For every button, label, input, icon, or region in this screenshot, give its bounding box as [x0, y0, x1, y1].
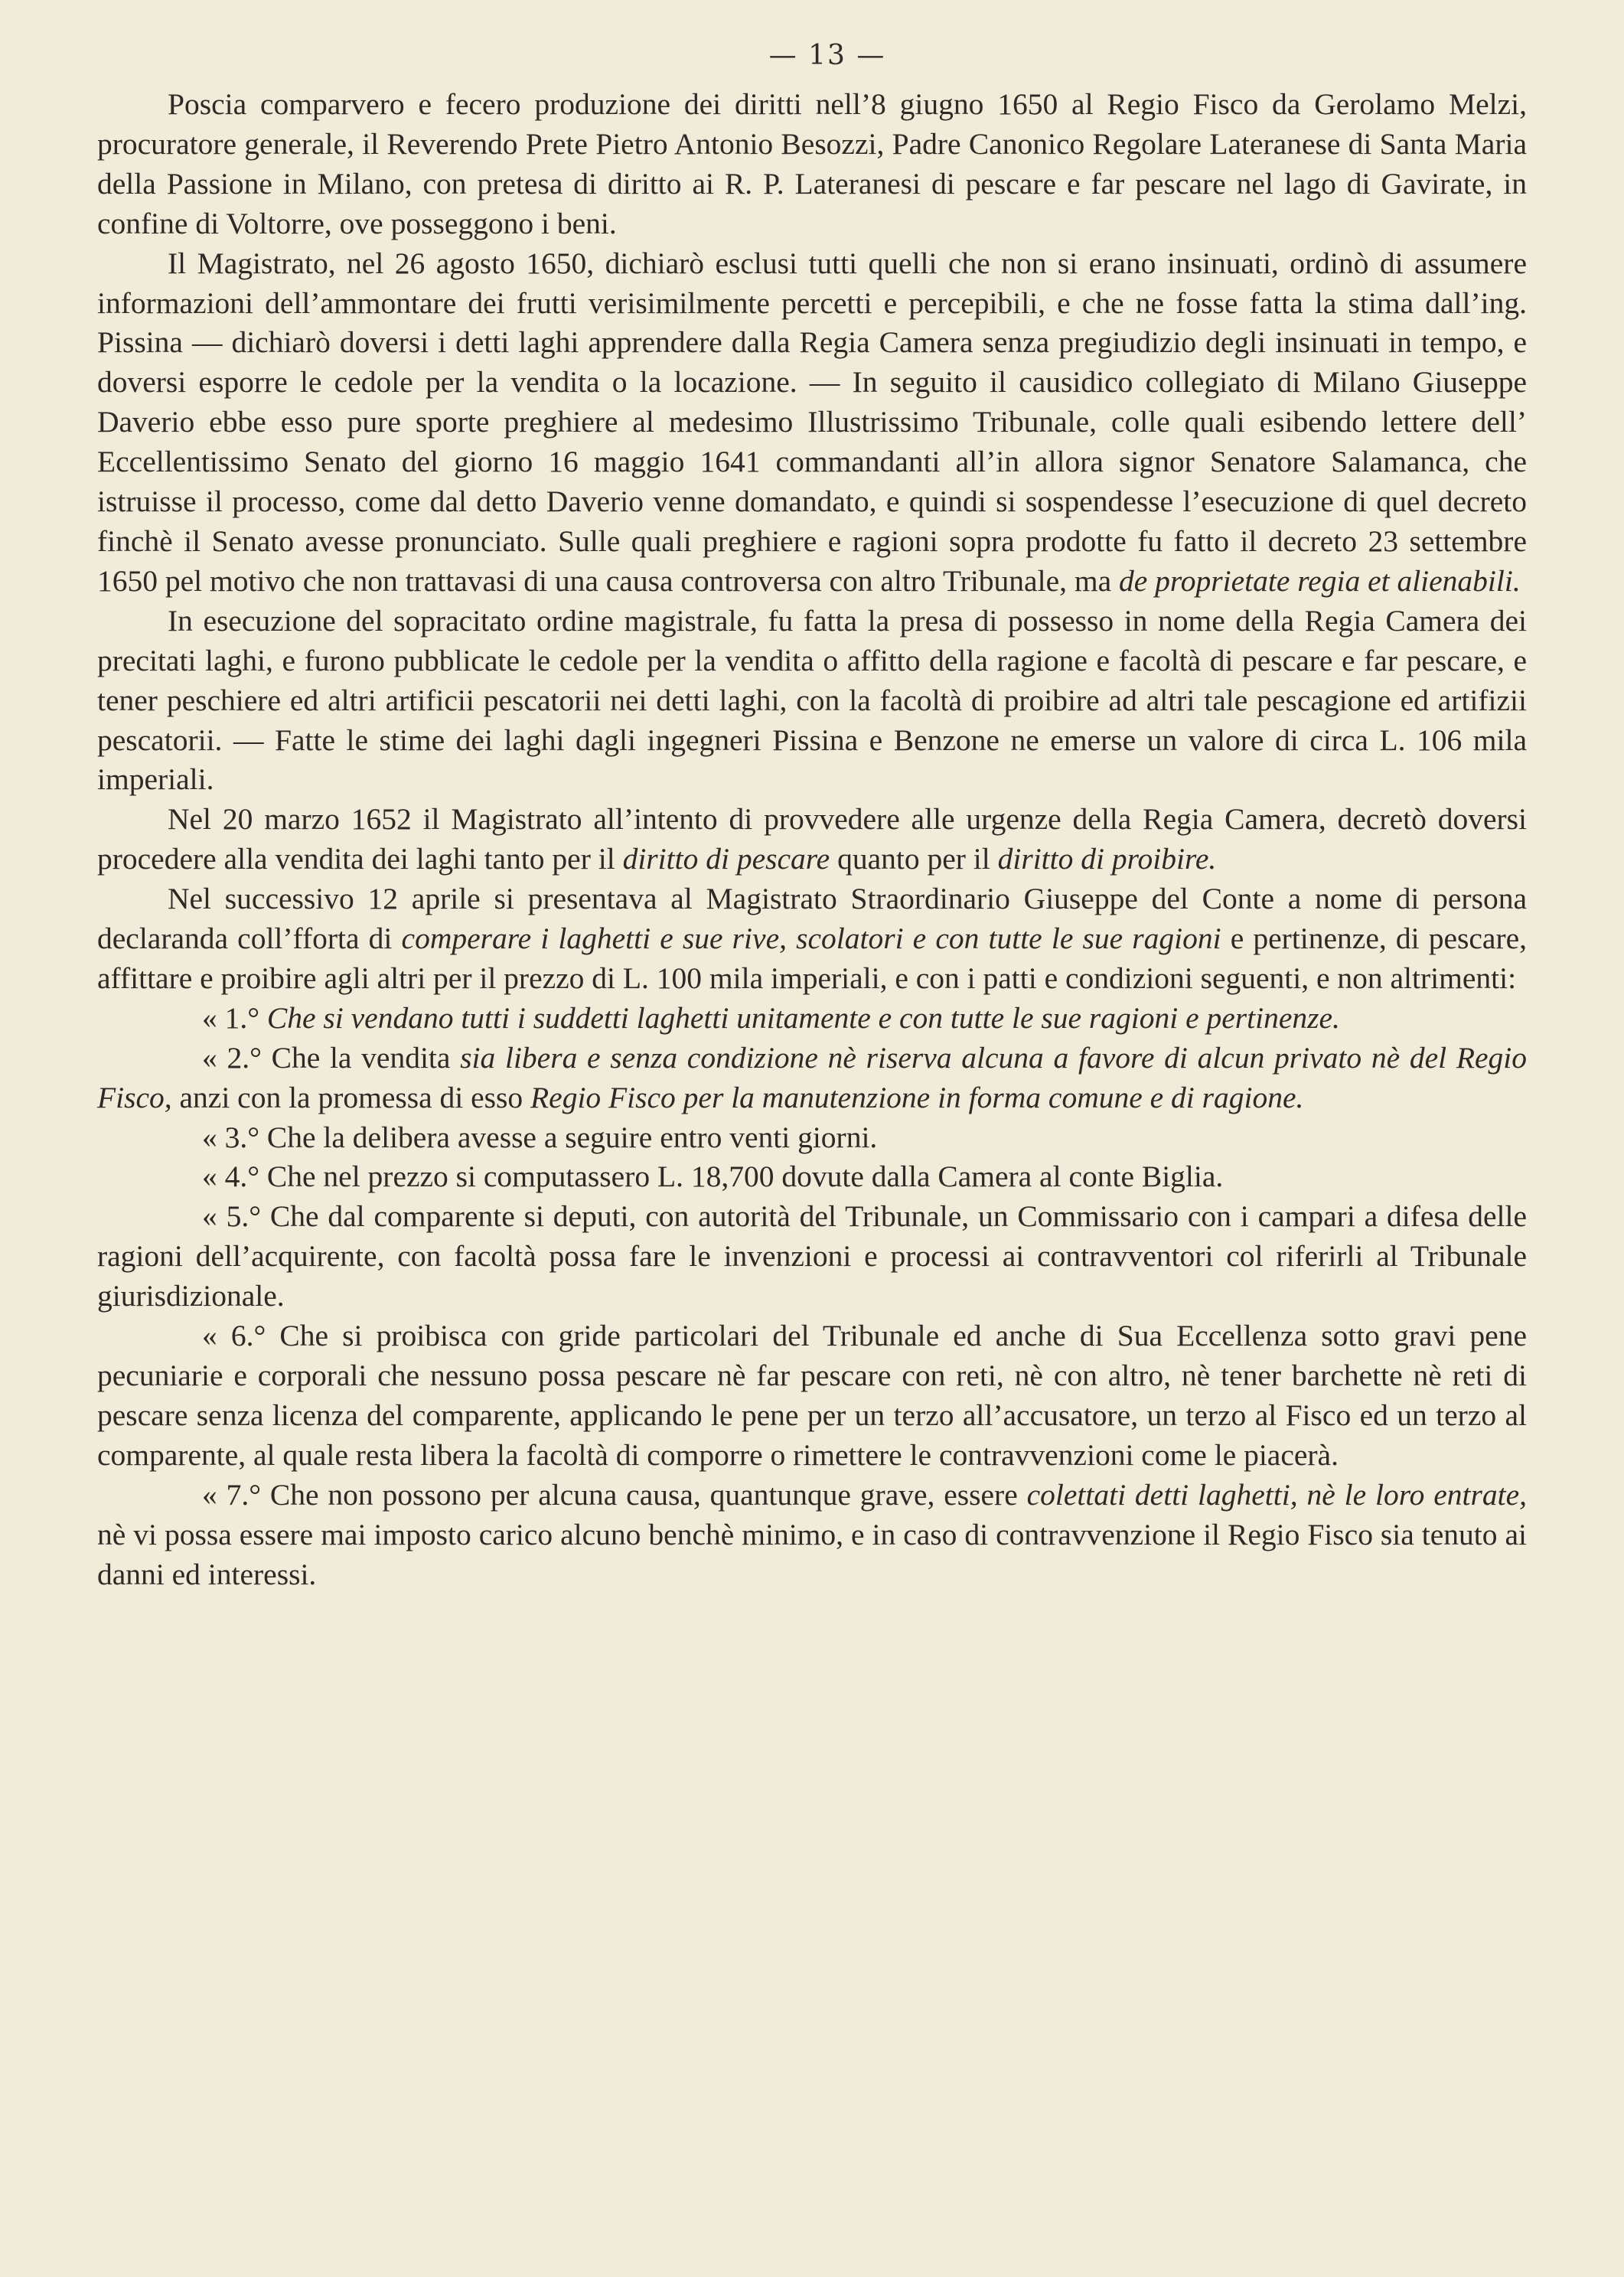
text-segment: anzi con la promessa di esso: [171, 1080, 531, 1114]
paragraph: [97, 879, 1527, 999]
list-item-paragraph: [97, 1039, 1527, 1118]
text-segment: Nel 20 marzo 1652 il Magistrato all’intento di provvedere alle urgenze della Regia Camera, decretò doversi procedere alla vendita dei laghi tanto per il: [97, 802, 1527, 876]
text-segment: « 7.° Che non possono per alcuna causa, quantunque grave, essere: [202, 1477, 1027, 1512]
list-item-paragraph: [97, 1476, 1527, 1595]
paragraph: [97, 244, 1527, 602]
paragraph: [97, 85, 1527, 244]
text-segment: « 5.° Che dal comparente si deputi, con autorità del Tribunale, un Commissario con i campari a difesa delle ragioni dell’acquirente, con facoltà possa fare le invenzioni e processi ai contravventori col riferirli al Tribunale giurisdizionale.: [97, 1199, 1527, 1313]
text-segment: quanto per il: [830, 842, 998, 876]
italic-text-segment: colettati detti laghetti, nè le loro entrate,: [1026, 1477, 1527, 1512]
text-segment: « 6.° Che si proibisca con gride particolari del Tribunale ed anche di Sua Eccellenza sotto gravi pene pecuniarie e corporali che nessuno possa pescare nè far pescare con reti, nè con altro, nè tener barchette nè reti di pescare senza licenza del comparente, applicando le pene per un terzo all’accusatore, un terzo al Fisco ed un terzo al comparente, al quale resta libera la facoltà di comporre o rimettere le contravvenzioni come le piacerà.: [97, 1319, 1527, 1472]
list-item-paragraph: [97, 1118, 1527, 1158]
italic-text-segment: diritto di pescare: [622, 842, 830, 876]
text-segment: « 1.°: [202, 1000, 267, 1035]
text-segment: Poscia comparvero e fecero produzione dei diritti nell’8 giugno 1650 al Regio Fisco da Gerolamo Melzi, procuratore generale, il Reverendo Prete Pietro Antonio Besozzi, Padre Canonico Regolare Lateranese di Santa Maria della Passione in Milano, con pretesa di diritto ai R. P. Lateranesi di pescare e far pescare nel lago di Gavirate, in confine di Voltorre, ove posseggono i beni.: [97, 87, 1527, 240]
text-segment: nè vi possa essere mai imposto carico alcuno benchè minimo, e in caso di contravvenzione il Regio Fisco sia tenuto ai danni ed interessi.: [97, 1517, 1527, 1591]
text-segment: e pertinenze, di pescare, affittare e proibire agli altri per il prezzo di L. 100 mila imperiali, e con i patti e condizioni seguenti, e non altrimenti:: [97, 922, 1528, 995]
list-item-paragraph: [97, 1197, 1527, 1316]
paragraph: [97, 602, 1527, 801]
italic-text-segment: de proprietate regia et alienabili.: [1118, 563, 1521, 598]
list-item-paragraph: [97, 1157, 1527, 1197]
page-number: — 13 —: [768, 40, 886, 71]
list-item-paragraph: [97, 1316, 1527, 1476]
text-segment: « 4.° Che nel prezzo si computassero L. 18,700 dovute dalla Camera al conte Biglia.: [202, 1160, 1224, 1194]
italic-text-segment: Che si vendano tutti i suddetti laghetti unitamente e con tutte le sue ragioni e pertinenze.: [266, 1000, 1340, 1035]
text-segment: Nel successivo 12 aprile si presentava al Magistrato Straordinario Giuseppe del Conte a nome di persona declaranda coll’fforta di: [97, 882, 1527, 956]
italic-text-segment: sia libera e senza condizione nè riserva alcuna a favore di alcun privato nè del Regio Fisco,: [97, 1040, 1527, 1114]
list-item-paragraph: [97, 999, 1527, 1039]
text-segment: Il Magistrato, nel 26 agosto 1650, dichiarò esclusi tutti quelli che non si erano insinuati, ordinò di assumere informazioni dell’ammontare dei frutti verisimilmente percetti e percepibili, e che ne fosse fatta la stima dall’ing. Pissina — dichiarò doversi i detti laghi apprendere dalla Regia Camera senza pregiudizio degli insinuati in tempo, e doversi esporre le cedole per la vendita o la locazione. — In seguito il causidico collegiato di Milano Giuseppe Daverio ebbe esso pure sporte preghiere al medesimo Illustrissimo Tribunale, colle quali esibendo lettere dell’ Eccellentissimo Senato del giorno 16 maggio 1641 commandanti all’in allora signor Senatore Salamanca, che istruisse il processo, come dal detto Daverio venne domandato, e quindi si sospendesse l’esecuzione di quel decreto finchè il Senato avesse pronunciato. Sulle quali preghiere e ragioni sopra prodotte fu fatto il decreto 23 settembre 1650 pel motivo che non trattavasi di una causa controversa con altro Tribunale, ma: [97, 246, 1527, 598]
italic-text-segment: Regio Fisco per la manutenzione in forma comune e di ragione.: [530, 1080, 1304, 1114]
italic-text-segment: comperare i laghetti e sue rive, scolatori e con tutte le sue ragioni: [401, 922, 1221, 956]
text-segment: « 2.° Che la vendita: [202, 1040, 461, 1075]
text-segment: In esecuzione del sopracitato ordine magistrale, fu fatta la presa di possesso in nome della Regia Camera dei precitati laghi, e furono pubblicate le cedole per la vendita o affitto della ragione e facoltà di pescare e far pescare, e tener peschiere ed altri artificii pescatorii nei detti laghi, con la facoltà di proibire ad altri tale pescagione ed artifizii pescatorii. — Fatte le stime dei laghi dagli ingegneri Pissina e Benzone ne emerse un valore di circa L. 106 mila imperiali.: [97, 603, 1527, 797]
page-body-text: [97, 85, 1527, 1594]
italic-text-segment: diritto di proibire.: [997, 842, 1217, 876]
paragraph: [97, 800, 1527, 879]
text-segment: « 3.° Che la delibera avesse a seguire entro venti giorni.: [202, 1120, 878, 1154]
